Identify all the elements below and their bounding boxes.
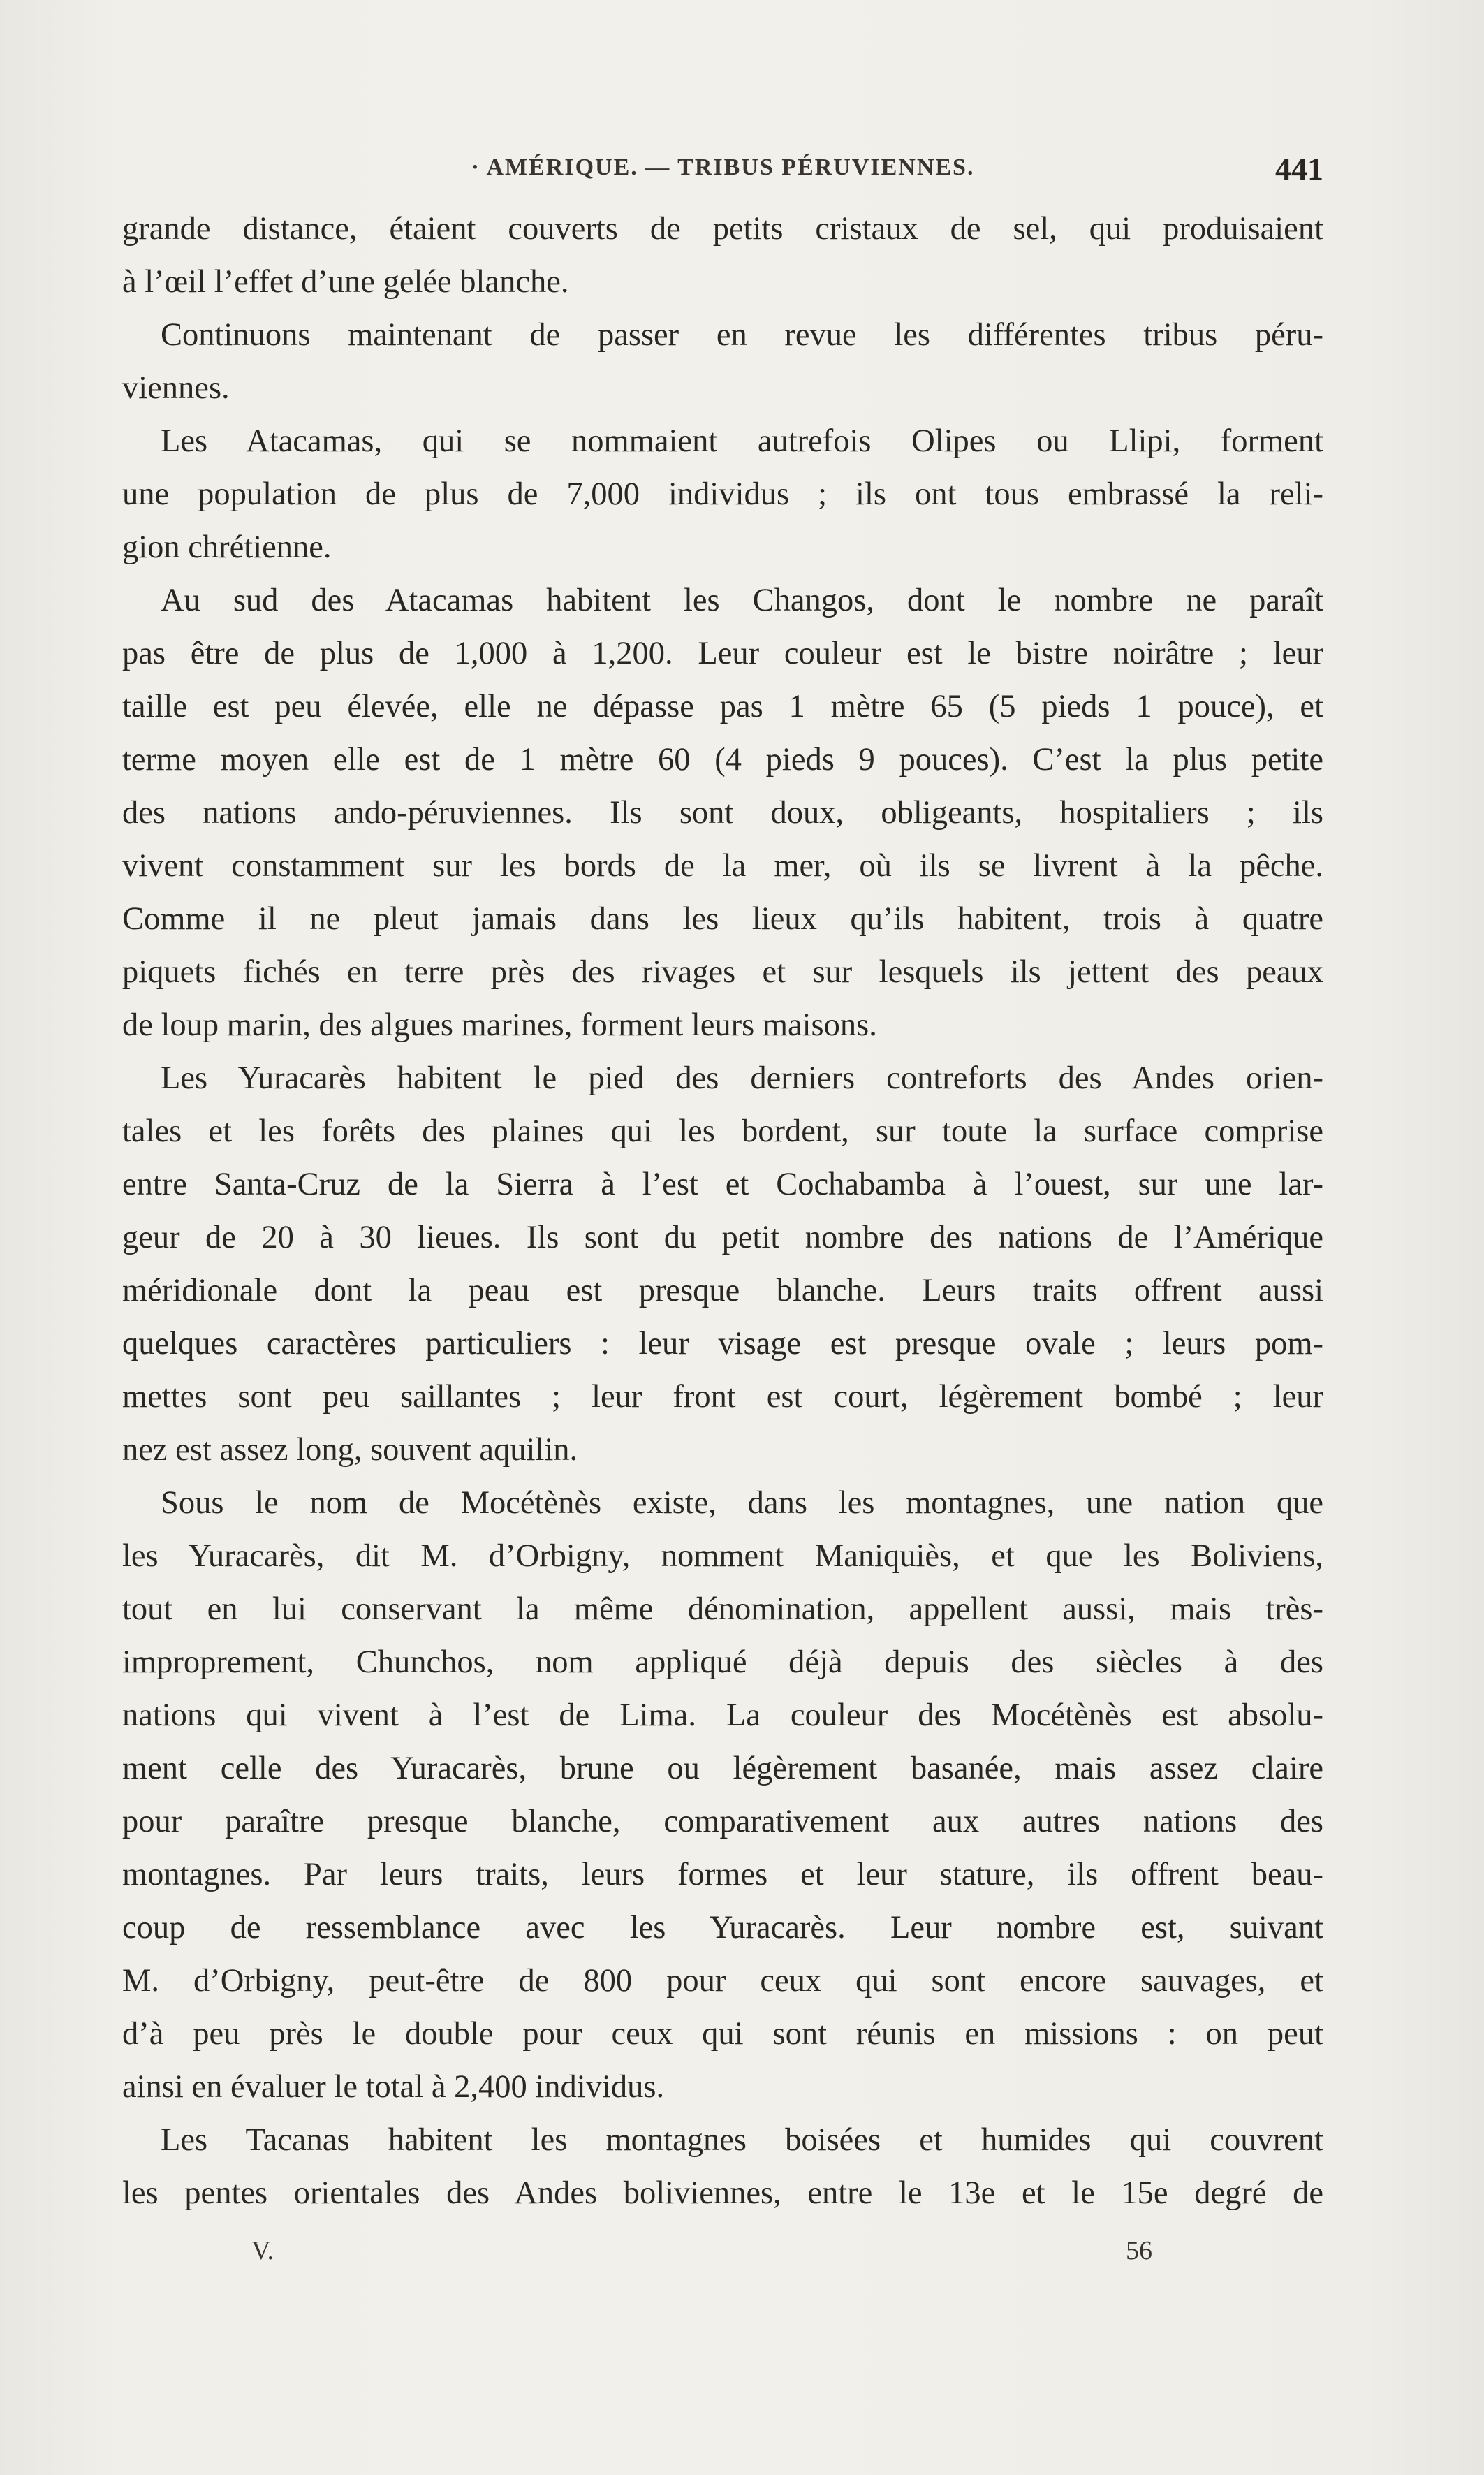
- text-line: pas être de plus de 1,000 à 1,200. Leur couleur est le bistre noirâtre ; leur: [122, 636, 1323, 671]
- text-line: d’à peu près le double pour ceux qui sont réunis en missions : on peut: [122, 2016, 1323, 2052]
- text-line: vivent constamment sur les bords de la mer, où ils se livrent à la pêche.: [122, 848, 1323, 884]
- body-text: [122, 203, 1323, 2220]
- text-line: Les Atacamas, qui se nommaient autrefois Olipes ou Llipi, forment: [161, 423, 1323, 459]
- text-line: à l’œil l’effet d’une gelée blanche.: [122, 264, 569, 300]
- text-line: ainsi en évaluer le total à 2,400 individus.: [122, 2069, 665, 2105]
- text-line: Sous le nom de Mocétènès existe, dans les montagnes, une nation que: [161, 1485, 1323, 1521]
- text-line: les pentes orientales des Andes boliviennes, entre le 13e et le 15e degré de: [122, 2175, 1323, 2211]
- text-line: méridionale dont la peau est presque blanche. Leurs traits offrent aussi: [122, 1273, 1323, 1308]
- page-number: 441: [1275, 151, 1323, 187]
- text-line: pour paraître presque blanche, comparativement aux autres nations des: [122, 1804, 1323, 1839]
- text-line: quelques caractères particuliers : leur visage est presque ovale ; leurs pom-: [122, 1326, 1323, 1361]
- text-line: de loup marin, des algues marines, forment leurs maisons.: [122, 1007, 877, 1043]
- signature-mark: V.: [251, 2236, 274, 2265]
- text-line: terme moyen elle est de 1 mètre 60 (4 pieds 9 pouces). C’est la plus petite: [122, 742, 1323, 777]
- text-line: nations qui vivent à l’est de Lima. La couleur des Mocétènès est absolu-: [122, 1698, 1323, 1733]
- page-header: [122, 150, 1323, 192]
- text-line: Comme il ne pleut jamais dans les lieux qu’ils habitent, trois à quatre: [122, 901, 1323, 937]
- text-line: des nations ando-péruviennes. Ils sont doux, obligeants, hospitaliers ; ils: [122, 795, 1323, 831]
- folio-number: 56: [1126, 2236, 1152, 2265]
- text-line: piquets fichés en terre près des rivages et sur lesquels ils jettent des peaux: [122, 954, 1323, 990]
- running-head: · AMÉRIQUE. — TRIBUS PÉRUVIENNES.: [471, 154, 975, 180]
- text-line: Les Tacanas habitent les montagnes boisées et humides qui couvrent: [161, 2122, 1323, 2158]
- page-footer: [122, 2235, 1323, 2277]
- text-line: montagnes. Par leurs traits, leurs formes et leur stature, ils offrent beau-: [122, 1857, 1323, 1892]
- text-line: taille est peu élevée, elle ne dépasse pas 1 mètre 65 (5 pieds 1 pouce), et: [122, 689, 1323, 724]
- text-line: coup de ressemblance avec les Yuracarès. Leur nombre est, suivant: [122, 1910, 1323, 1945]
- text-line: improprement, Chunchos, nom appliqué déjà depuis des siècles à des: [122, 1644, 1323, 1680]
- text-line: gion chrétienne.: [122, 530, 332, 565]
- text-line: les Yuracarès, dit M. d’Orbigny, nomment Maniquiès, et que les Boliviens,: [122, 1538, 1323, 1574]
- text-line: viennes.: [122, 370, 230, 406]
- text-line: tout en lui conservant la même dénomination, appellent aussi, mais très-: [122, 1591, 1323, 1627]
- text-line: Au sud des Atacamas habitent les Changos, dont le nombre ne paraît: [161, 583, 1323, 618]
- text-line: geur de 20 à 30 lieues. Ils sont du petit nombre des nations de l’Amérique: [122, 1220, 1323, 1255]
- text-line: M. d’Orbigny, peut-être de 800 pour ceux qui sont encore sauvages, et: [122, 1963, 1323, 1999]
- text-line: ment celle des Yuracarès, brune ou légèrement basanée, mais assez claire: [122, 1751, 1323, 1786]
- text-line: mettes sont peu saillantes ; leur front est court, légèrement bombé ; leur: [122, 1379, 1323, 1415]
- text-line: nez est assez long, souvent aquilin.: [122, 1432, 578, 1468]
- text-line: entre Santa-Cruz de la Sierra à l’est et Cochabamba à l’ouest, sur une lar-: [122, 1167, 1323, 1202]
- text-line: tales et les forêts des plaines qui les bordent, sur toute la surface comprise: [122, 1114, 1323, 1149]
- text-line: grande distance, étaient couverts de petits cristaux de sel, qui produisaient: [122, 211, 1323, 247]
- text-line: une population de plus de 7,000 individus ; ils ont tous embrassé la reli-: [122, 476, 1323, 512]
- text-line: Continuons maintenant de passer en revue les différentes tribus péru-: [161, 317, 1323, 353]
- text-line: Les Yuracarès habitent le pied des derniers contreforts des Andes orien-: [161, 1060, 1323, 1096]
